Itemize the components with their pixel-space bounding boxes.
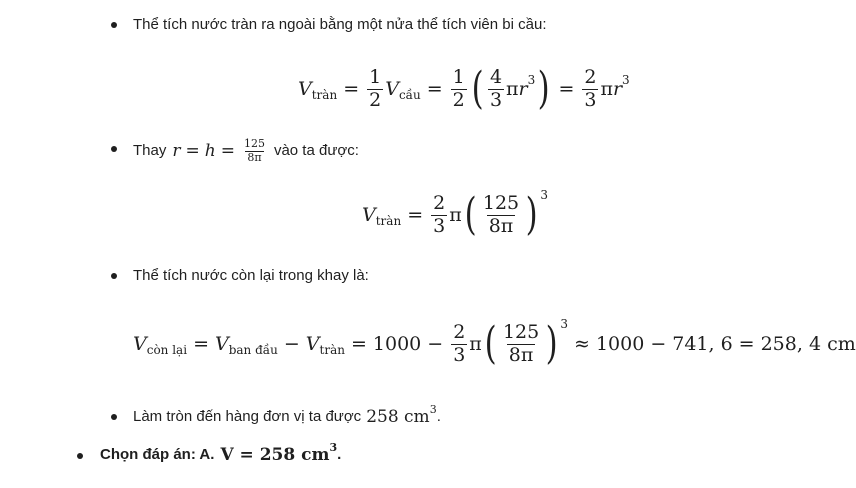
minus-sign: −	[427, 333, 444, 355]
var-h: h	[204, 141, 216, 161]
exponent: 3	[622, 73, 630, 87]
var-r: r	[518, 78, 528, 100]
sub-tran: tràn	[375, 214, 402, 228]
fraction-half: $\frac{1}{2}$	[452, 65, 465, 111]
fraction-two-thirds: $\frac{2}{3}$	[433, 191, 446, 237]
period: .	[337, 446, 342, 463]
exponent: 3	[429, 403, 437, 416]
var-v: V	[305, 333, 320, 355]
pi-symbol: π	[449, 204, 462, 226]
period: .	[436, 408, 441, 425]
fraction-125-8pi: $\frac{125}{8\pi}$	[502, 320, 540, 366]
fraction-two-thirds: $\frac{2}{3}$	[453, 320, 466, 366]
left-paren: (	[484, 318, 497, 369]
minus-sign: −	[650, 333, 667, 355]
fraction-125-8pi: $\frac{125}{8\pi}$	[482, 191, 520, 237]
var-r: r	[172, 141, 181, 161]
sub-ban-dau: ban đầu	[228, 343, 278, 357]
approx-sign: ≈	[574, 333, 590, 355]
equals-sign: =	[185, 141, 200, 161]
answer-line	[100, 443, 341, 467]
fraction-four-thirds: $\frac{4}{3}$	[489, 65, 503, 111]
equation-overflow-substituted	[362, 185, 548, 245]
equals-sign: =	[426, 78, 443, 100]
answer-math: V = 258 cm	[220, 445, 330, 465]
bullet-text-overflow: Thể tích nước tràn ra ngoài bằng một nửa thể tích viên bi cầu:	[133, 16, 547, 33]
text-thay: Thay	[133, 142, 167, 159]
answer-label: Chọn đáp án: A.	[100, 446, 215, 463]
var-r: r	[612, 78, 623, 100]
exponent: 3	[540, 188, 548, 202]
result-value: 258, 4 cm	[760, 333, 856, 355]
list-bullet	[111, 22, 117, 28]
fraction-two-thirds: $\frac{2}{3}$	[584, 65, 597, 111]
value-741-6: 741, 6	[672, 333, 733, 355]
pi-symbol: π	[469, 333, 482, 355]
sub-tran: tràn	[319, 343, 345, 357]
exponent: 3	[527, 73, 536, 87]
equals-sign: =	[407, 204, 424, 226]
right-paren: )	[545, 318, 558, 369]
right-paren: )	[525, 189, 538, 240]
text-lam-tron: Làm tròn đến hàng đơn vị ta được	[133, 408, 362, 425]
pi-symbol: π	[506, 78, 519, 100]
var-v: V	[385, 78, 399, 100]
left-paren: (	[464, 189, 477, 240]
fraction-half: $\frac{1}{2}$	[369, 65, 382, 111]
equation-overflow-volume	[298, 64, 630, 114]
sub-cau: cầu	[398, 88, 421, 102]
equals-sign: =	[738, 333, 755, 355]
fraction-125-8pi: $\frac{125}{8\pi}$	[243, 136, 265, 164]
equals-sign: =	[558, 78, 575, 100]
list-bullet	[111, 146, 117, 152]
sub-tran: tràn	[311, 88, 338, 102]
pi-symbol: π	[600, 78, 613, 100]
equation-remaining-volume	[133, 314, 856, 374]
bullet-text-remaining: Thể tích nước còn lại trong khay là:	[133, 267, 369, 284]
value-1000: 1000	[372, 333, 422, 355]
equals-sign: =	[343, 78, 360, 100]
value-1000: 1000	[595, 333, 645, 355]
equals-sign: =	[350, 333, 367, 355]
bullet-text-substitute	[133, 136, 359, 166]
bullet-text-rounding	[133, 405, 441, 429]
minus-sign: −	[283, 333, 300, 355]
right-paren: )	[537, 63, 550, 114]
var-v: V	[214, 333, 229, 355]
rounded-value: 258 cm	[366, 407, 430, 427]
equals-sign: =	[193, 333, 209, 355]
var-v: V	[362, 204, 376, 226]
var-v: V	[133, 333, 147, 355]
list-bullet	[111, 273, 117, 279]
var-v: V	[298, 78, 312, 100]
exponent: 3	[329, 441, 338, 454]
sub-con-lai: còn lại	[146, 343, 188, 357]
equals-sign: =	[220, 141, 235, 161]
list-bullet	[77, 453, 83, 459]
text-vao-ta-duoc: vào ta được:	[273, 142, 359, 159]
list-bullet	[111, 414, 117, 420]
exponent: 3	[560, 317, 569, 331]
left-paren: (	[471, 63, 484, 114]
